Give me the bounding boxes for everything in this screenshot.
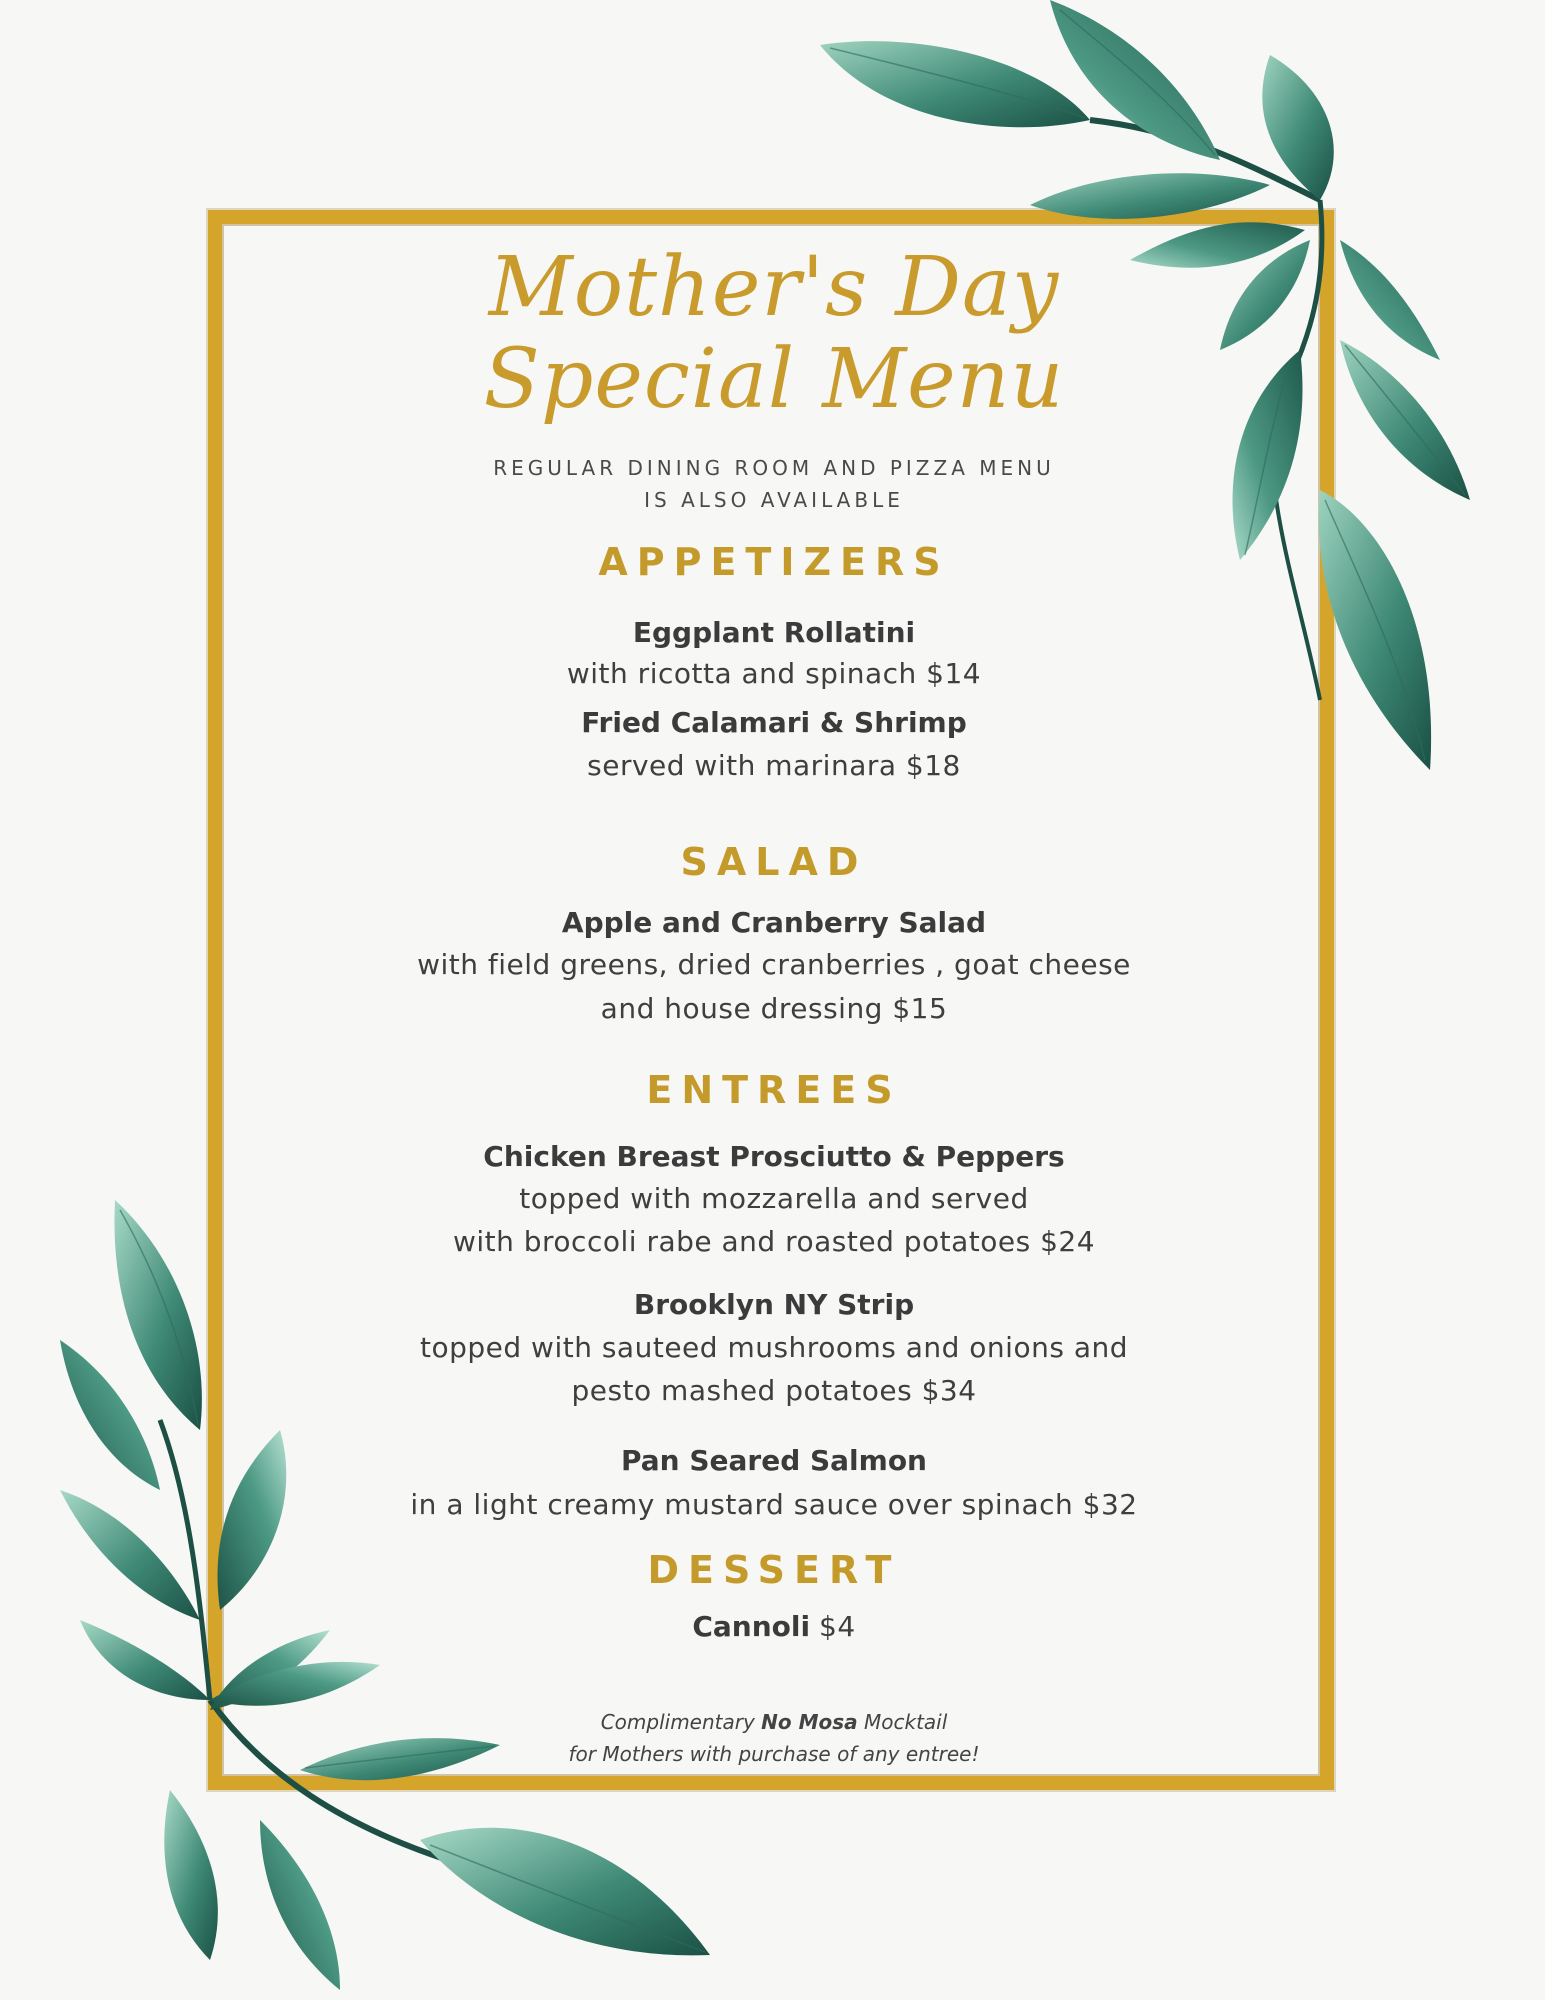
salad-1-desc-line-2: and house dressing $15: [600, 992, 948, 1025]
entree-2-desc-line-2: pesto mashed potatoes $34: [571, 1374, 977, 1407]
footer-line-1-post: Mocktail: [857, 1710, 948, 1734]
title-line-1: Mother's Day: [488, 240, 1060, 335]
footer-line-1-pre: Complimentary: [600, 1710, 762, 1734]
dessert-1-name: Cannoli: [692, 1610, 811, 1643]
subtitle-line-1: REGULAR DINING ROOM AND PIZZA MENU: [493, 456, 1055, 480]
menu-content: [300, 230, 1248, 516]
entree-1-desc-line-2: with broccoli rabe and roasted potatoes $24: [452, 1225, 1096, 1258]
appetizer-2-name: Fried Calamari & Shrimp: [581, 706, 967, 739]
entrees-heading: ENTREES: [646, 1068, 902, 1112]
salad-1-desc-line-1: with field greens, dried cranberries , goat cheese: [417, 948, 1131, 981]
entree-1-name: Chicken Breast Prosciutto & Peppers: [483, 1140, 1065, 1173]
appetizers-heading: APPETIZERS: [598, 540, 950, 584]
appetizer-1-desc: with ricotta and spinach $14: [566, 657, 982, 690]
salad-1-name: Apple and Cranberry Salad: [561, 906, 987, 939]
dessert-heading: DESSERT: [647, 1548, 901, 1592]
entree-1-desc-line-1: topped with mozzarella and served: [519, 1182, 1029, 1215]
title-line-2: Special Menu: [483, 332, 1065, 427]
footer-line-1-bold: No Mosa: [761, 1710, 858, 1734]
menu-subtitle: [300, 452, 1248, 516]
entree-2-name: Brooklyn NY Strip: [633, 1288, 915, 1321]
entree-3-desc: in a light creamy mustard sauce over spinach $32: [410, 1488, 1138, 1521]
footer-line-2: for Mothers with purchase of any entree!: [568, 1742, 980, 1766]
entree-2-desc-line-1: topped with sauteed mushrooms and onions and: [419, 1331, 1128, 1364]
appetizer-2-desc: served with marinara $18: [587, 749, 961, 782]
appetizer-1-name: Eggplant Rollatini: [632, 616, 916, 649]
salad-heading: SALAD: [680, 840, 868, 884]
menu-title: [300, 242, 1248, 426]
dessert-1: [300, 1610, 1248, 1643]
footer-note: [300, 1706, 1248, 1770]
dessert-1-price: $4: [819, 1610, 856, 1643]
subtitle-line-2: IS ALSO AVAILABLE: [644, 488, 904, 512]
entree-3-name: Pan Seared Salmon: [621, 1444, 927, 1477]
